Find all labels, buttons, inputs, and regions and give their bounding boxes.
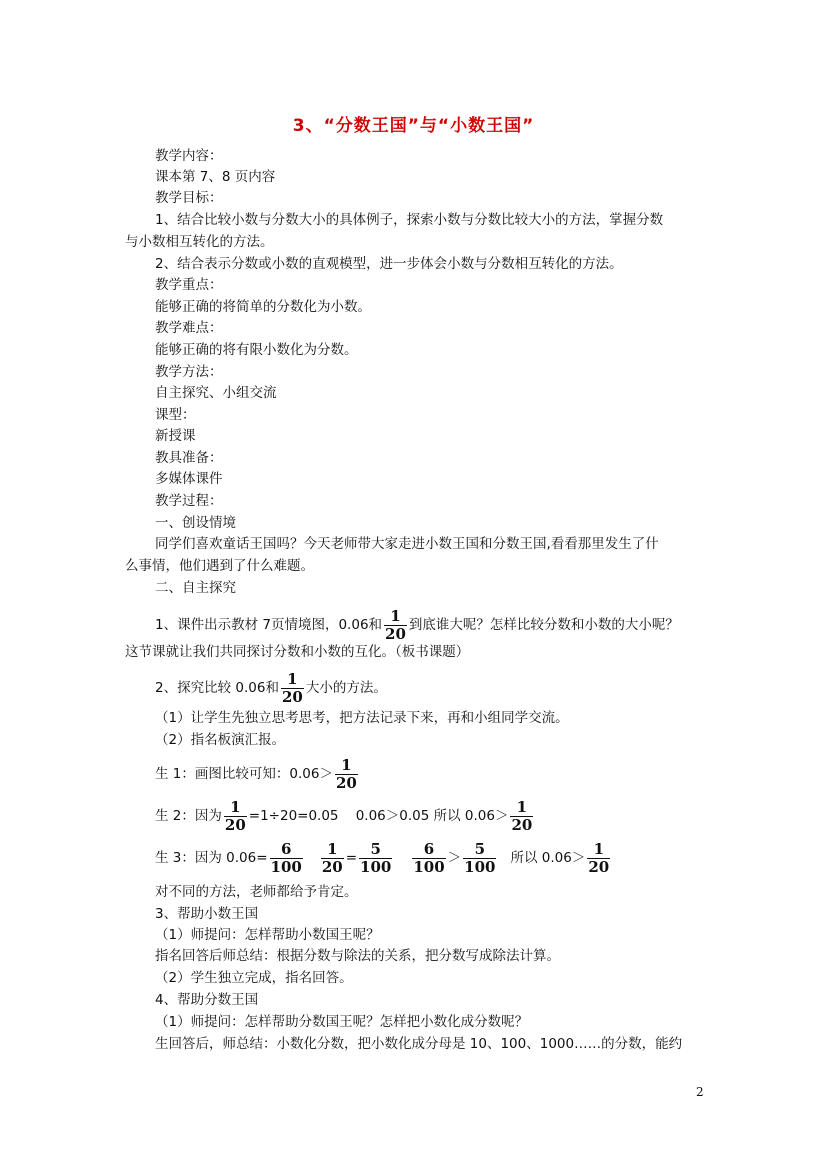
text-line: 这节课就让我们共同探讨分数和小数的互化。（板书课题） [125, 644, 470, 660]
fraction-numerator: 6 [280, 839, 292, 858]
fraction-numerator: 1 [341, 755, 352, 774]
fraction-numerator: 1 [516, 797, 528, 816]
fraction-denominator: 20 [335, 773, 357, 792]
text-line: 教学难点： [155, 320, 223, 336]
fraction-denominator: 20 [224, 815, 246, 834]
text-line: 课型： [155, 407, 196, 423]
fraction-denominator: 100 [360, 857, 392, 876]
fraction-six-hundredths [412, 841, 445, 876]
fraction-five-hundredths [359, 841, 392, 876]
s2-line [155, 666, 387, 710]
fraction-one-twentieth [510, 799, 533, 834]
text-line: 教学目标： [155, 190, 223, 206]
fraction-one-twentieth [587, 841, 610, 876]
text-line: 1、结合比较小数与分数大小的具体例子，探索小数与分数比较大小的方法，掌握分数 [155, 212, 664, 228]
fraction-one-twentieth [384, 608, 407, 643]
text-line: （1）让学生先独立思考思考，把方法记录下来，再和小组同学交流。 [155, 710, 569, 726]
page-number: 2 [696, 1085, 704, 1099]
fraction-denominator: 20 [588, 857, 610, 876]
sheng2-pre: 生 2：因为 [155, 808, 222, 824]
text-line: 与小数相互转化的方法。 [125, 234, 274, 250]
text-line: 教学方法： [155, 364, 223, 380]
page-title: 3、“分数王国”与“小数王国” [292, 116, 535, 136]
text-line: （2）指名板演汇报。 [155, 732, 286, 748]
equals-sign: = [345, 850, 358, 866]
fraction-one-twentieth [281, 671, 304, 706]
text-line: 对不同的方法，老师都给予肯定。 [155, 884, 358, 900]
text-line: 二、自主探究 [155, 580, 236, 596]
text-line: 教学重点： [155, 277, 223, 293]
text-line: 3、帮助小数王国 [155, 906, 259, 922]
fraction-six-hundredths [270, 841, 303, 876]
text-line: 教学内容： [155, 148, 223, 164]
fraction-denominator: 100 [270, 857, 302, 876]
sheng1-line [155, 752, 360, 796]
text-line: 生回答后，师总结：小数化分数，把小数化成分母是 10、100、1000……的分数，能约 [155, 1036, 683, 1052]
text-line: 自主探究、小组交流 [155, 385, 277, 401]
fraction-denominator: 20 [511, 815, 533, 834]
text-line: 课本第 7、8 页内容 [155, 169, 276, 185]
fraction-numerator: 1 [287, 669, 298, 688]
sheng3-line [155, 836, 612, 880]
text-line: 4、帮助分数王国 [155, 992, 259, 1008]
text-line: 同学们喜欢童话王国吗？今天老师带大家走进小数王国和分数王国,看看那里发生了什 [155, 536, 659, 552]
text-line: 教学过程： [155, 493, 223, 509]
sheng2-line [155, 794, 535, 838]
fraction-five-hundredths [463, 841, 496, 876]
text-line: 能够正确的将简单的分数化为小数。 [155, 299, 371, 315]
text-line: 指名回答后师总结：根据分数与除法的关系，把分数写成除法计算。 [155, 948, 560, 964]
text-line: （1）师提问：怎样帮助小数国王呢？ [155, 927, 380, 943]
text-line: 一、创设情境 [155, 515, 236, 531]
fraction-numerator: 1 [390, 606, 401, 625]
text-line: 2、结合表示分数或小数的直观模型，进一步体会小数与分数相互转化的方法。 [155, 256, 623, 272]
sheng3-pre: 生 3：因为 0.06= [155, 850, 268, 866]
fraction-denominator: 20 [321, 857, 343, 876]
sheng3-conclusion: 所以 0.06＞ [510, 850, 586, 866]
fraction-one-twentieth [224, 799, 247, 834]
fraction-denominator: 20 [281, 687, 303, 706]
fraction-denominator: 20 [385, 624, 406, 643]
fraction-one-twentieth [335, 757, 358, 792]
fraction-numerator: 5 [474, 839, 486, 858]
greater-than-sign: ＞ [447, 850, 462, 866]
fraction-numerator: 1 [230, 797, 241, 816]
text-line: 新授课 [155, 428, 196, 444]
sheng2-mid: =1÷20=0.05 0.06＞0.05 所以 0.06＞ [248, 808, 509, 824]
fraction-denominator: 100 [464, 857, 496, 876]
fraction-numerator: 5 [370, 839, 381, 858]
text-line: （1）师提问：怎样帮助分数国王呢？怎样把小数化成分数呢？ [155, 1014, 529, 1030]
s1-line [155, 603, 679, 647]
fraction-numerator: 1 [327, 839, 338, 858]
text-line: 教具准备： [155, 450, 223, 466]
fraction-numerator: 6 [423, 839, 435, 858]
s1-post: 到底谁大呢？怎样比较分数和小数的大小呢？ [408, 617, 679, 633]
fraction-numerator: 1 [593, 839, 604, 858]
text-line: 么事情，他们遇到了什么难题。 [125, 558, 314, 574]
fraction-denominator: 100 [413, 857, 445, 876]
s2-post: 大小的方法。 [305, 680, 387, 696]
fraction-one-twentieth [321, 841, 344, 876]
text-line: 能够正确的将有限小数化为分数。 [155, 342, 358, 358]
text-line: 多媒体课件 [155, 471, 223, 487]
sheng1-text: 生 1：画图比较可知：0.06＞ [155, 766, 333, 782]
text-line: （2）学生独立完成，指名回答。 [155, 970, 353, 986]
s1-pre: 1、课件出示教材 7页情境图，0.06和 [155, 617, 383, 633]
s2-pre: 2、探究比较 0.06和 [155, 680, 279, 696]
